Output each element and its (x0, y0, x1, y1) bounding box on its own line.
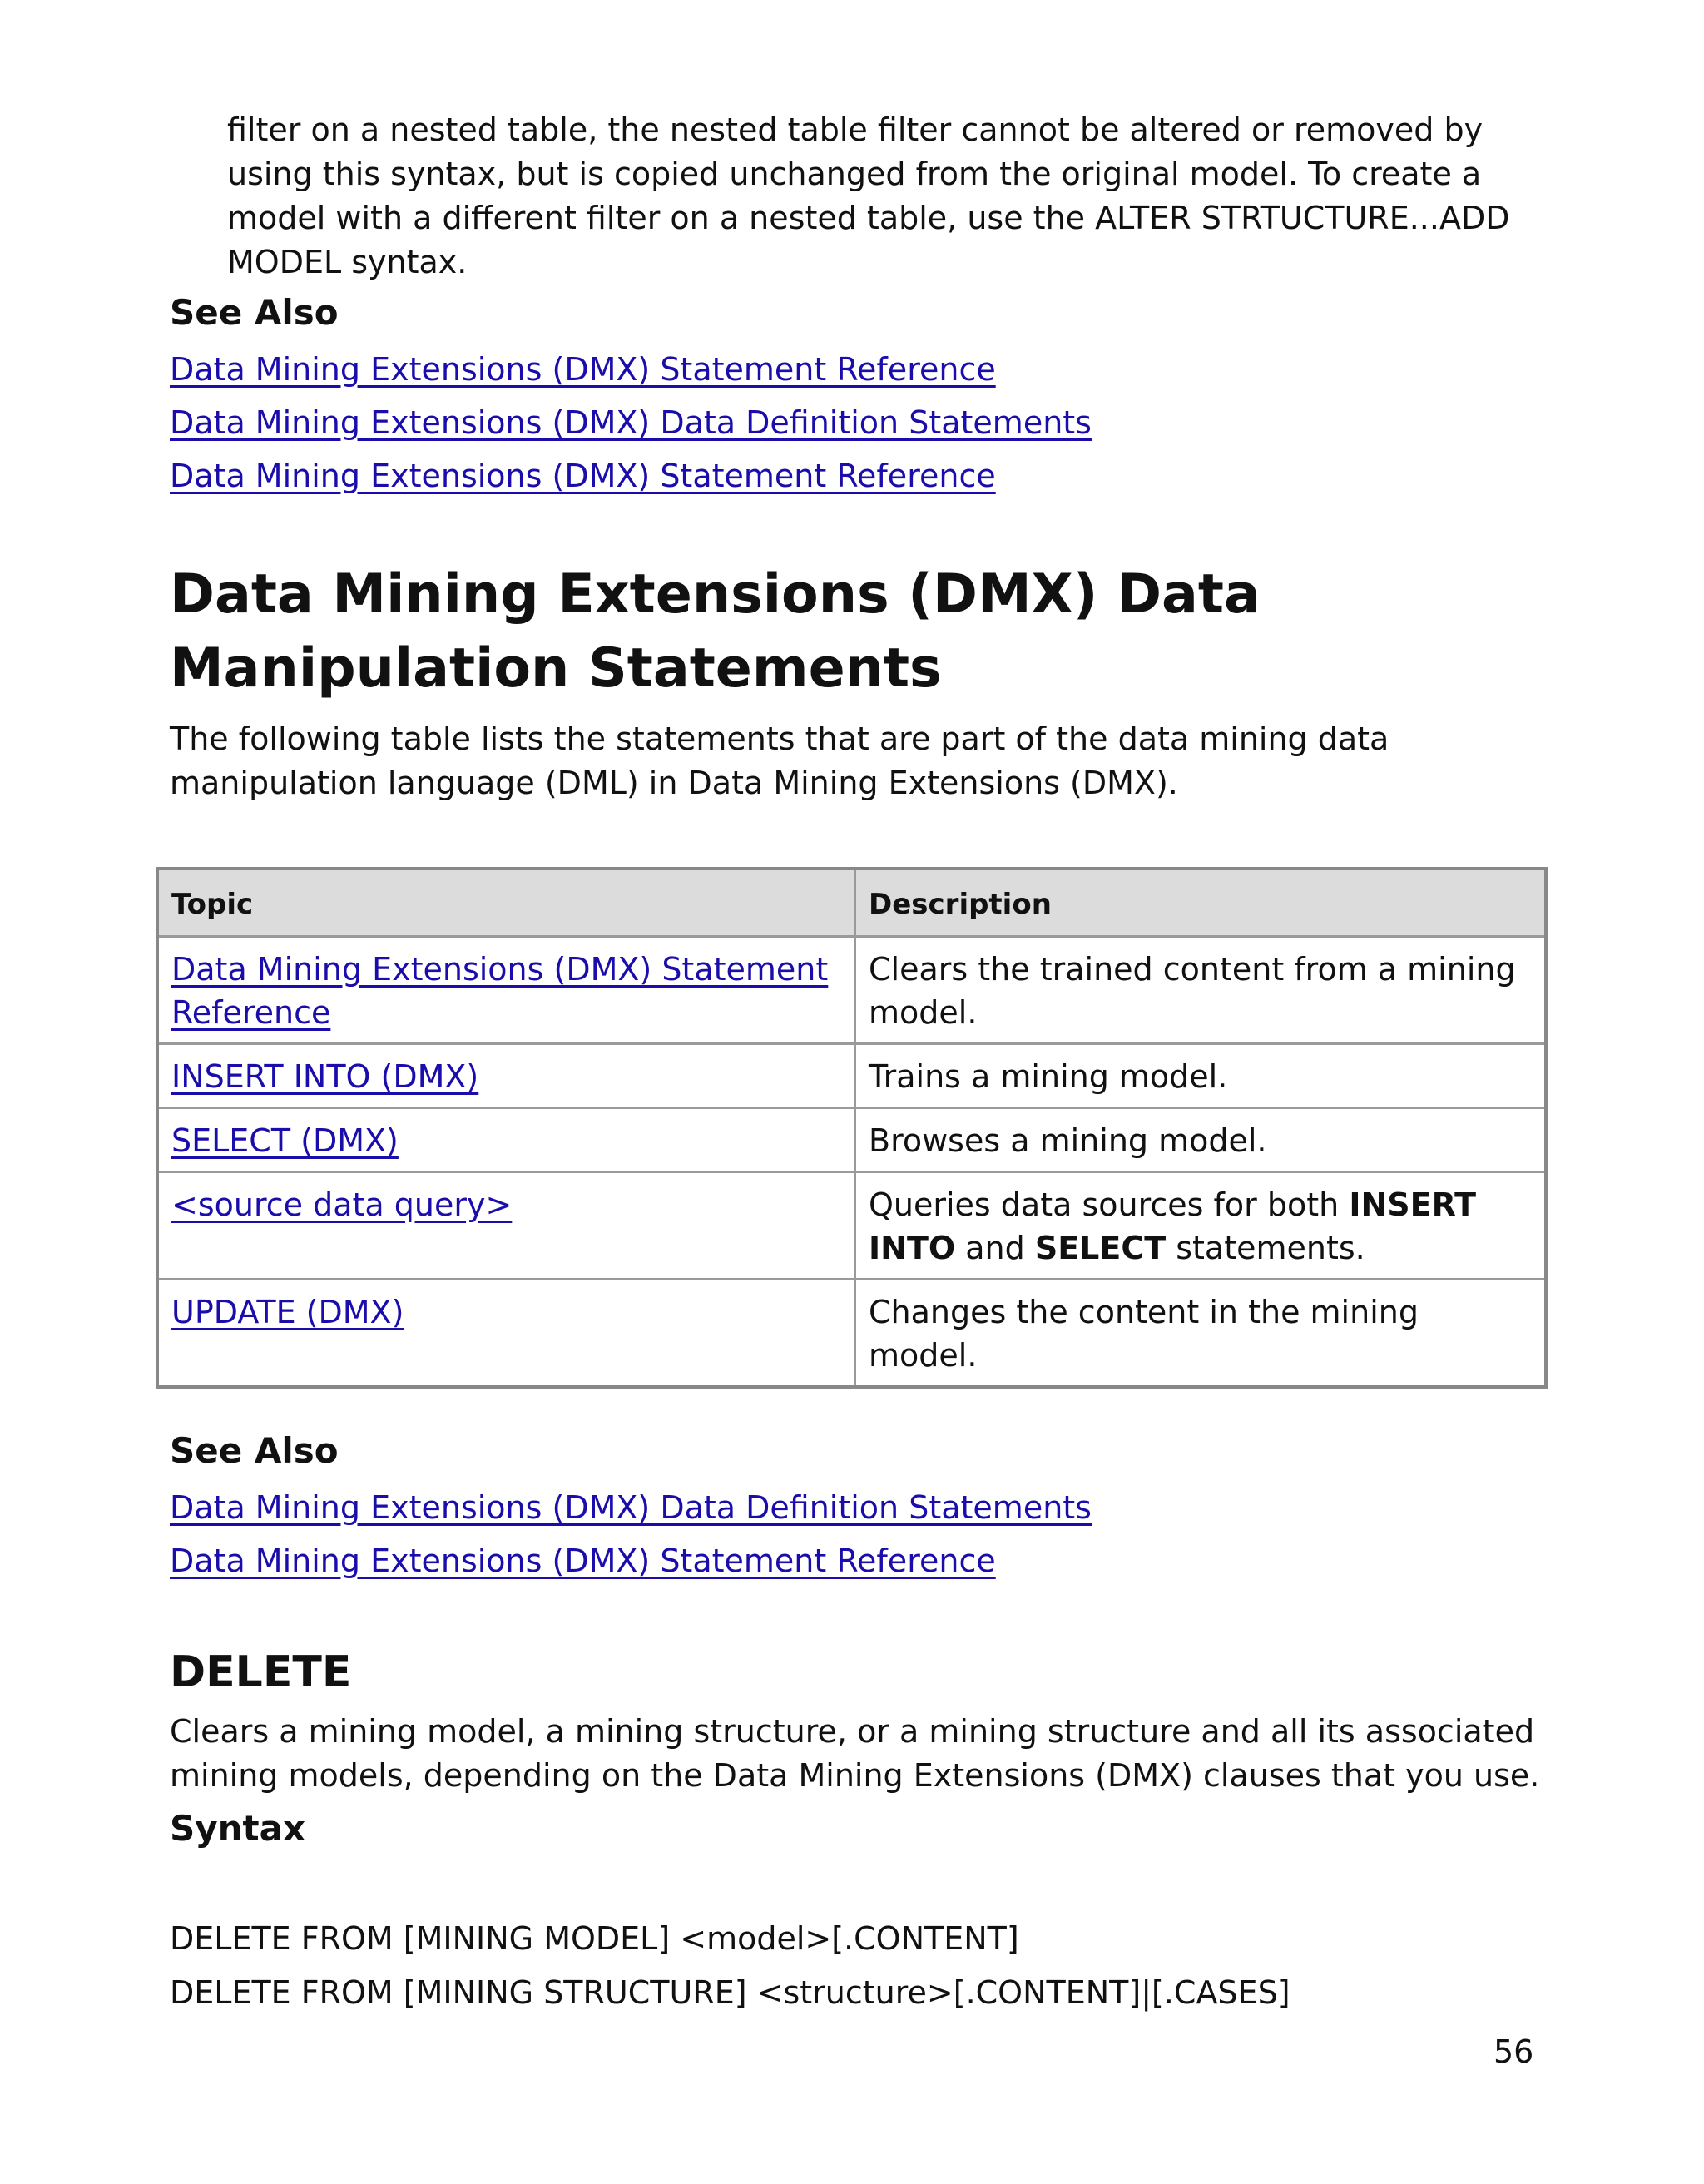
topic-cell (157, 937, 855, 1044)
delete-heading: DELETE (170, 1647, 352, 1697)
topic-link[interactable]: <source data query> (171, 1186, 513, 1223)
description-text: and (955, 1230, 1035, 1266)
see-also-links (170, 343, 1543, 503)
table-row (157, 1108, 1546, 1172)
topic-link[interactable]: INSERT INTO (DMX) (171, 1058, 479, 1095)
description-text: Queries data sources for both (869, 1186, 1350, 1223)
topic-link[interactable]: UPDATE (DMX) (171, 1294, 404, 1330)
see-also-heading: See Also (170, 292, 339, 333)
keyword-select: SELECT (1034, 1230, 1167, 1266)
delete-description: Clears a mining model, a mining structure, or a mining structure and all its associated mining models, depending on the Data Mining Extensions (DMX) clauses that you use. (170, 1713, 1540, 1794)
topic-cell (157, 1044, 855, 1108)
see-also-heading: See Also (170, 1430, 339, 1471)
syntax-line: DELETE FROM [MINING MODEL] <model>[.CONTENT] (170, 1920, 1019, 1957)
description-text: statements. (1166, 1230, 1365, 1266)
topic-link[interactable]: Data Mining Extensions (DMX) Statement Reference (171, 951, 829, 1031)
see-also-links (170, 1481, 1543, 1587)
column-header-topic: Topic (157, 869, 855, 937)
link-dmx-statement-reference[interactable]: Data Mining Extensions (DMX) Statement Reference (170, 1543, 996, 1579)
section-title: Data Mining Extensions (DMX) Data Manipulation Statements (170, 563, 1261, 700)
link-dmx-statement-reference[interactable]: Data Mining Extensions (DMX) Statement Reference (170, 458, 996, 494)
section-description: The following table lists the statements that are part of the data mining data manipulation language (DML) in Data Mining Extensions (DMX). (170, 721, 1389, 801)
topic-cell (157, 1172, 855, 1280)
syntax-block (170, 1912, 1584, 2020)
link-dmx-statement-reference[interactable]: Data Mining Extensions (DMX) Statement Reference (170, 351, 996, 388)
table-row (157, 1172, 1546, 1280)
topic-cell (157, 1108, 855, 1172)
table-row (157, 1044, 1546, 1108)
link-dmx-data-definition-statements[interactable]: Data Mining Extensions (DMX) Data Definition Statements (170, 404, 1092, 441)
table-row (157, 937, 1546, 1044)
description-cell: Changes the content in the mining model. (855, 1280, 1547, 1388)
description-cell (855, 1172, 1547, 1280)
description-cell: Trains a mining model. (855, 1044, 1547, 1108)
description-cell: Clears the trained content from a mining model. (855, 937, 1547, 1044)
table-row (157, 1280, 1546, 1388)
column-header-description: Description (855, 869, 1547, 937)
page-number: 56 (1493, 2033, 1534, 2070)
intro-paragraph: filter on a nested table, the nested table filter cannot be altered or removed by using this syntax, but is copied unchanged from the original model. To create a model with a different filter on a nested table, use the ALTER STRTUCTURE...ADD MODEL syntax. (227, 111, 1510, 280)
description-cell: Browses a mining model. (855, 1108, 1547, 1172)
table-header-row (157, 869, 1546, 937)
syntax-line: DELETE FROM [MINING STRUCTURE] <structure>[.CONTENT]|[.CASES] (170, 1974, 1290, 2011)
topic-link[interactable]: SELECT (DMX) (171, 1122, 399, 1159)
statements-table (156, 867, 1548, 1389)
link-dmx-data-definition-statements[interactable]: Data Mining Extensions (DMX) Data Definition Statements (170, 1489, 1092, 1526)
topic-cell (157, 1280, 855, 1388)
syntax-heading: Syntax (170, 1808, 306, 1849)
keyword-insert-into: INSERT INTO (869, 1186, 1477, 1266)
